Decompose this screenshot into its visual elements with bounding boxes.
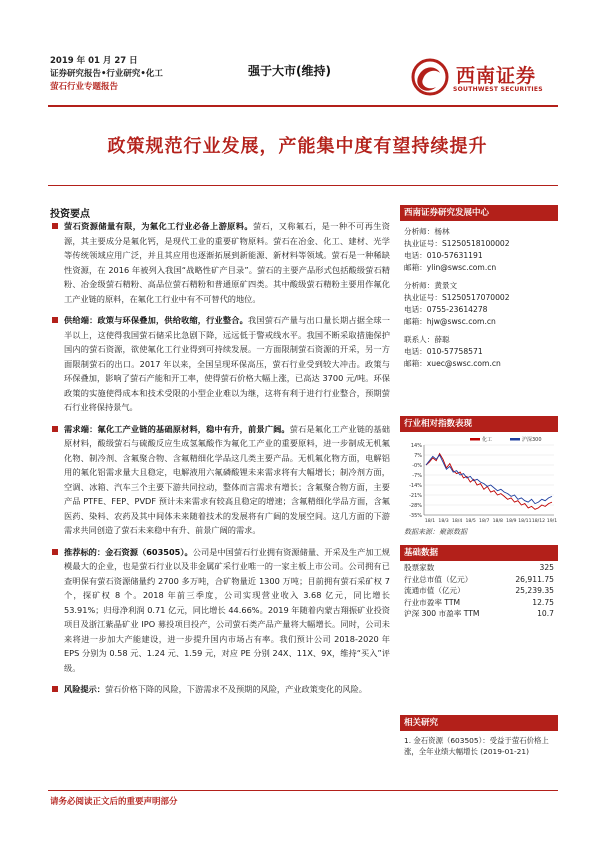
bullet-icon [52,317,58,323]
y-tick-label: 7% [414,453,422,459]
key-point-text: 公司是中国萤石行业拥有资源储量、开采及生产加工规模最大的企业，也是萤石行业以及非金属矿采行业唯一的一家主板上市公司。公司拥有已查明保有萤石资源储量约 2700 多万吨，合矿物量近 1300 万吨；目前拥有萤石采矿权 7 个，探矿权 8 个。2018 年前三季度，公司实现营业收入 3.68 亿元，同比增长 53.91%；归母净利润 0.71 亿元，同比增长 44.66%。2019 年随着内蒙古翔振矿业投资项目及浙江紫晶矿业 IPO 募投项目投产，公司萤石类产品产量将大幅增长。同时，公司未来将进一步加大产能建设，进一步提升国内市场占有率。我们预计公司 2018-2020 年 EPS 分别为 0.58 元、1.24 元、1.59 元，对应 PE 分别 24X、11X、9X，维持“买入”评级。 [64,546,390,673]
analyst-2 [404,280,510,292]
key-point [50,545,390,676]
x-tick-label: 18/12 [531,519,546,524]
chart-source: 数据来源：聚源数据 [404,528,467,536]
legend-swatch [470,438,480,441]
y-tick-label: -35% [409,513,422,519]
contact-role: 联系人： [404,335,435,344]
contact-phone: 电话：010-57758571 [404,347,483,356]
row-value: 12.75 [532,597,554,607]
analyst-email[interactable]: 邮箱：ylin@swsc.com.cn [404,263,497,272]
row-value: 10.7 [537,609,554,618]
key-point [50,422,390,538]
table-row [404,585,554,597]
brand-name-en: SOUTHWEST SECURITIES [453,86,543,93]
table-row [404,562,554,574]
analyst-role: 分析师： [404,227,435,236]
key-point-lead: 推荐标的：金石资源（603505）。 [64,546,193,557]
table-row [404,574,554,586]
bullet-icon [52,223,58,229]
row-value: 25,239.35 [515,586,554,595]
key-point-text: 萤石价格下降的风险，下游需求不及预期的风险，产业政策变化的风险。 [104,684,367,694]
x-tick-label: 18/3 [438,519,449,524]
y-tick-label: -21% [409,493,422,499]
analyst-name: 杨林 [434,227,450,236]
x-tick-label: 18/8 [492,519,503,524]
related-research-list [404,735,554,757]
report-subtitle: 萤石行业专题报告 [50,82,119,92]
key-point-text: 我国萤石产量与出口量长期占据全球一半以上，这使得我国萤石储采比急剧下降，远远低于警戒线水平。我国不断采取措施保护国内的萤石资源，欲使氟化工行业得到可持续发展。一方面限制萤石资源的开采，另一方面限制萤石的出口。2017 年以来，全国呈现环保高压，萤石行业受到较大冲击。政策与环保叠加，影响了萤石产能和开工率，使得萤石价格大幅上涨，已高达 3700 元/吨。环保政策的实施使得成本和技术受限的小型企业难以为继，这将有利于进行行业整合，预期萤石行业将保持景气。 [64,315,390,412]
y-tick-label: -7% [412,473,422,479]
x-tick-label: 19/1 [546,519,558,524]
x-tick-label: 18/5 [465,519,476,524]
title-divider [48,185,558,186]
table-row [404,608,554,620]
row-label: 沪深 300 市盈率 TTM [404,609,480,618]
legend-swatch [510,438,520,441]
analyst-phone: 电话：0755-23614278 [404,305,488,314]
row-label: 流通市值（亿元） [404,586,465,595]
row-label: 行业总市值（亿元） [404,574,473,584]
key-point-lead: 萤石资源储量有限，为氟化工行业必备上游原料。 [64,221,253,231]
key-point [50,313,390,415]
analyst-name: 黄景文 [434,281,458,290]
related-research-item[interactable]: 1. 金石资源（603505）：受益于萤石价格上涨，全年业绩大幅增长 (2019-01-21) [404,736,549,756]
y-tick-label: -28% [409,503,422,509]
key-point [50,682,390,697]
analyst-email[interactable]: 邮箱：hjw@swsc.com.cn [404,317,496,326]
page-title: 政策规范行业发展，产能集中度有望持续提升 [107,136,488,157]
series-line-hs300 [426,455,552,504]
x-tick-label: 18/1 [424,519,436,524]
y-tick-label: -14% [409,483,422,489]
analyst-block [404,226,510,370]
relative-performance-chart [400,435,558,525]
x-tick-label: 18/7 [479,519,490,524]
key-point-lead: 需求端：氟化工产业链的基础原材料，稳中有升，前景广阔。 [64,423,290,434]
row-label: 行业市盈率 TTM [404,597,461,607]
footer-divider [48,790,558,791]
report-date: 2019 年 01 月 27 日 [50,56,138,66]
bullet-icon [52,686,58,692]
y-tick-label: 14% [410,443,422,449]
x-tick-label: 18/11 [518,519,532,524]
contact [404,334,510,346]
report-type: 证券研究报告•行业研究•化工 [50,69,163,79]
related-research-heading: 相关研究 [400,715,558,731]
legend-label: 化工 [482,437,493,443]
report-header-left [50,55,163,94]
key-points-heading: 投资要点 [50,209,90,220]
basic-data-table [404,562,554,620]
analyst-1 [404,226,510,238]
contact-email[interactable]: 邮箱：xuec@swsc.com.cn [404,359,501,368]
row-value: 26,911.75 [515,574,554,584]
chart-heading: 行业相对指数表现 [400,416,558,432]
legend-label: 沪深300 [522,437,542,443]
analyst-cert: 执业证号：S1250517070002 [404,293,510,302]
key-point-text: 萤石是氟化工产业链的基础原材料，酸级萤石与硫酸反应生成氢氟酸作为氟化工产业的重要原料，进一步制成无机氟化物、制冷剂、含氟聚合物、含氟精细化学品这几类主要产品。无机氟化物方面，电解铝用的氟化铝需求量大且稳定，电解液用六氟磷酸锂未来需求将有大幅增长；制冷剂方面，空调、冰箱、汽车三个主要下游共同拉动，整体而言需求有增长；含氟聚合物方面，主要产品 PTFE、FEP、PVDF 预计未来需求有较高且稳定的增速；含氟精细化学品方面，含氟医药、染料、农药及其中间体未来随着技术的发展将有广阔的发展空间。这几方面的下游需求共同创造了萤石未来稳中有升、前景广阔的需求。 [64,423,390,535]
key-point [50,219,390,306]
rating: 强于大市(维持) [248,64,331,78]
bullet-icon [52,426,58,432]
key-point-lead: 供给端：政策与环保叠加，供给收缩，行业整合。 [64,315,248,325]
header-divider [48,105,558,107]
basic-data-heading: 基础数据 [400,545,558,561]
analyst-role: 分析师： [404,281,435,290]
analyst-phone: 电话：010-57631191 [404,251,483,260]
bullet-icon [52,549,58,555]
footer-disclaimer: 请务必阅读正文后的重要声明部分 [50,797,178,807]
key-point-text: 萤石，又称氟石，是一种不可再生资源，其主要成分是氟化钙，是现代工业的重要矿物原料。萤石在冶金、化工、建材、光学等传统领域应用广泛，并且其应用也逐渐拓展到新能源、新材料等领域。萤石是一种稀缺性资源，在 2016 年被列入我国“战略性矿产目录”。萤石的主要产品形式包括酸级萤石精粉、冶金级萤石精粉、高品位萤石精粉和普通原矿四类。其中酸级萤石精粉主要用作氟化工产业链的原料，在氟化工行业中有不可替代的地位。 [64,221,390,304]
key-points-body [50,219,390,704]
x-tick-label: 18/4 [451,519,463,524]
y-tick-label: -0% [412,463,422,469]
research-center-heading: 西南证券研究发展中心 [400,205,558,221]
contact-name: 薛聪 [434,335,450,344]
table-row [404,597,554,609]
row-label: 股票家数 [404,563,435,572]
key-point-lead: 风险提示： [64,684,105,694]
row-value: 325 [539,563,554,572]
analyst-cert: 执业证号：S1250518100002 [404,239,510,248]
brand-name: 西南证券 [456,65,537,87]
x-tick-label: 18/9 [506,519,517,524]
